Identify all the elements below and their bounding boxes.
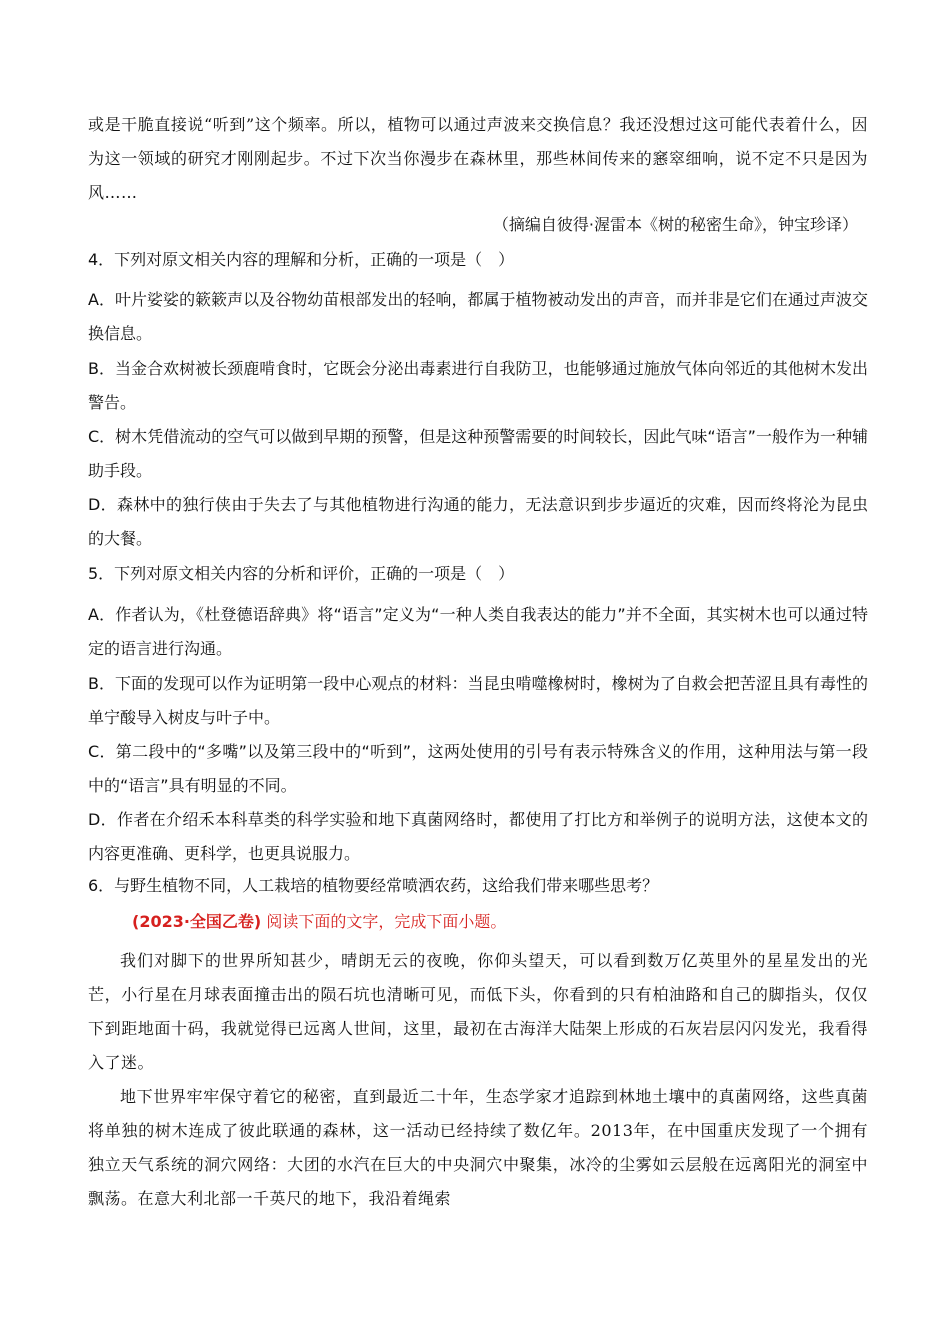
question-4-option-a: A．叶片娑娑的簌簌声以及谷物幼苗根部发出的轻响，都属于植物被动发出的声音，而并非是它们在通过声波交换信息。 xyxy=(88,290,868,343)
question-5-option-d: D．作者在介绍禾本科草类的科学实验和地下真菌网络时，都使用了打比方和举例子的说明方法，这使本文的内容更准确、更科学，也更具说服力。 xyxy=(88,810,868,863)
question-4-option-c: C．树木凭借流动的空气可以做到早期的预警，但是这种预警需要的时间较长，因此气味“语言”一般作为一种辅助手段。 xyxy=(88,427,868,480)
source-tag: (2023·全国乙卷) xyxy=(132,912,262,931)
question-5-stem: 5．下列对原文相关内容的分析和评价，正确的一项是（ ） xyxy=(88,564,515,583)
question-4-stem: 4．下列对原文相关内容的理解和分析，正确的一项是（ ） xyxy=(88,250,515,269)
question-6-stem: 6．与野生植物不同，人工栽培的植物要经常喷洒农药，这给我们带来哪些思考？ xyxy=(88,876,659,895)
source-heading xyxy=(132,906,506,938)
citation: （摘编自彼得·渥雷本《树的秘密生命》，钟宝珍译） xyxy=(492,215,858,234)
question-4-option-d: D．森林中的独行侠由于失去了与其他植物进行沟通的能力，无法意识到步步逼近的灾难，因而终将沦为昆虫的大餐。 xyxy=(88,495,868,548)
question-5-option-a: A．作者认为，《杜登德语辞典》将“语言”定义为“一种人类自我表达的能力”并不全面，其实树木也可以通过特定的语言进行沟通。 xyxy=(88,605,868,658)
second-passage-paragraph-2: 地下世界牢牢保守着它的秘密，直到最近二十年，生态学家才追踪到林地土壤中的真菌网络，这些真菌将单独的树木连成了彼此联通的森林，这一活动已经持续了数亿年。2013年，在中国重庆发现了一个拥有独立天气系统的洞穴网络：大团的水汽在巨大的中央洞穴中聚集，冰冷的尘雾如云层般在远离阳光的洞室中飘荡。在意大利北部一千英尺的地下，我沿着绳索 xyxy=(88,1087,868,1208)
second-passage-paragraph-1: 我们对脚下的世界所知甚少，晴朗无云的夜晚，你仰头望天，可以看到数万亿英里外的星星发出的光芒，小行星在月球表面撞击出的陨石坑也清晰可见，而低下头，你看到的只有柏油路和自己的脚指头，仅仅下到距地面十码，我就觉得已远离人世间，这里，最初在古海洋大陆架上形成的石灰岩层闪闪发光，我看得入了迷。 xyxy=(88,951,868,1072)
question-5-option-c: C．第二段中的“多嘴”以及第三段中的“听到”，这两处使用的引号有表示特殊含义的作用，这种用法与第一段中的“语言”具有明显的不同。 xyxy=(88,742,868,795)
question-5-option-b: B．下面的发现可以作为证明第一段中心观点的材料：当昆虫啃噬橡树时，橡树为了自救会把苦涩且具有毒性的单宁酸导入树皮与叶子中。 xyxy=(88,674,868,727)
passage-continuation: 或是干脆直接说“听到”这个频率。所以，植物可以通过声波来交换信息？我还没想过这可能代表着什么，因为这一领域的研究才刚刚起步。不过下次当你漫步在森林里，那些林间传来的窸窣细响，说不定不只是因为风…… xyxy=(88,115,868,202)
question-4-option-b: B．当金合欢树被长颈鹿啃食时，它既会分泌出毒素进行自我防卫，也能够通过施放气体向邻近的其他树木发出警告。 xyxy=(88,359,868,412)
source-instruction: 阅读下面的文字，完成下面小题。 xyxy=(266,912,507,931)
